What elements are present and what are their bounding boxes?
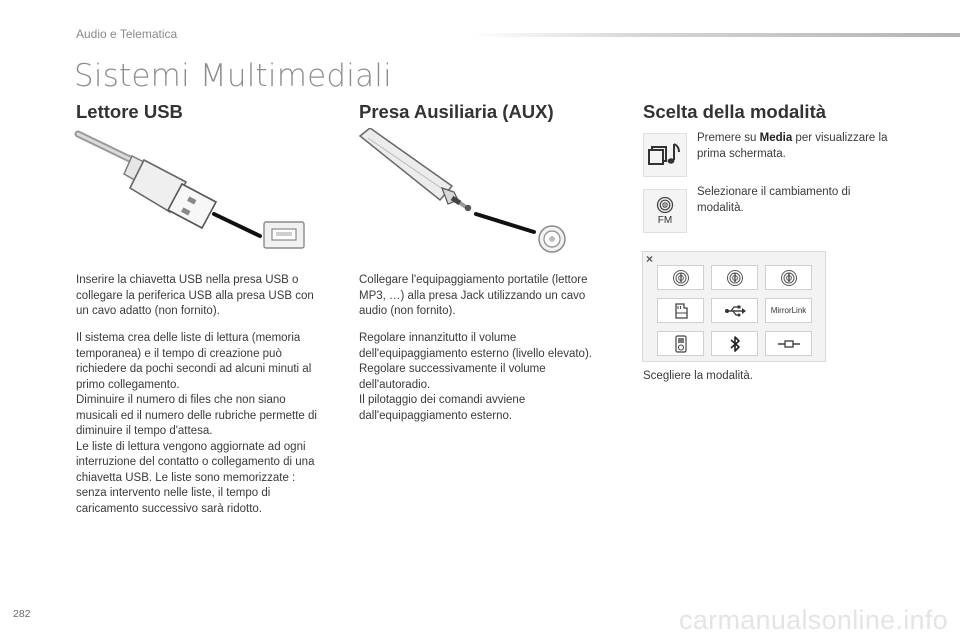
mode-aux-button[interactable] (765, 331, 812, 356)
step-mode-text: Selezionare il cambiamento di modalità. (697, 186, 851, 214)
page-title: Sistemi Multimediali (74, 58, 392, 94)
sd-card-icon (672, 302, 690, 320)
mode-ipod-button[interactable] (657, 331, 704, 356)
fm-label: FM (657, 214, 673, 226)
jack-plug-icon (360, 128, 471, 211)
ipod-icon (675, 335, 687, 353)
mode-heading: Scelta della modalità (643, 101, 827, 122)
media-button[interactable] (643, 133, 687, 177)
header-rule (470, 33, 960, 37)
media-icon (648, 140, 682, 170)
usb-cable-icon (78, 134, 216, 228)
radio-fm-icon (654, 197, 676, 215)
mode-usb-button[interactable] (711, 298, 758, 323)
aux-paragraph-1: Collegare l'equipaggiamento portatile (lettore MP3, …) alla presa Jack utilizzando un cavo audio (non fornito). (359, 274, 588, 317)
close-icon[interactable]: × (646, 252, 654, 266)
mode-sd-button[interactable] (657, 298, 704, 323)
mode-radio-1-button[interactable] (657, 265, 704, 290)
aux-heading: Presa Ausiliaria (AUX) (359, 101, 554, 122)
usb-heading: Lettore USB (76, 101, 183, 122)
radio-mode-button[interactable] (643, 189, 687, 233)
usb-icon (724, 304, 746, 318)
bluetooth-icon (729, 335, 741, 353)
mode-bluetooth-button[interactable] (711, 331, 758, 356)
aux-jack-icon (777, 338, 801, 350)
mode-radio-2-button[interactable] (711, 265, 758, 290)
aux-socket-icon (539, 226, 565, 252)
mode-caption: Scegliere la modalità. (643, 370, 753, 382)
antenna-icon (780, 269, 798, 287)
mirrorlink-label: MirrorLink (770, 306, 807, 315)
antenna-icon (726, 269, 744, 287)
aux-illustration (356, 128, 586, 258)
usb-port-icon (264, 222, 304, 248)
section-label: Audio e Telematica (76, 27, 178, 41)
mode-mirrorlink-button[interactable] (765, 298, 812, 323)
antenna-icon (672, 269, 690, 287)
page-number: 282 (13, 608, 31, 620)
step-media-text: Premere su Media per visualizzare la prima schermata. (697, 132, 888, 160)
mode-selection-panel (642, 251, 826, 362)
usb-paragraph-2: Il sistema crea delle liste di lettura (memoria temporanea) e il tempo di creazione può richiedere da pochi secondi ad alcuni minuti al primo collegamento. Diminuire il numero di files che non siano musicali ed il numero delle rubriche permette di diminuire il tempo d'attesa. Le liste di lettura vengono aggiornate ad ogni interruzione del contatto o collegamento di una chiavetta USB. Le liste sono memorizzate : senza intervento nelle liste, il tempo di caricamento successivo sarà ridotto. (76, 332, 317, 515)
watermark: carmanualsonline.info (679, 605, 948, 635)
aux-paragraph-2: Regolare innanzitutto il volume dell'equipaggiamento esterno (livello elevato). Regolare successivamente il volume dell'autoradio. Il pilotaggio dei comandi avviene dall'equipaggiamento esterno. (359, 332, 592, 422)
usb-illustration (74, 128, 314, 258)
mode-radio-3-button[interactable] (765, 265, 812, 290)
usb-paragraph-1: Inserire la chiavetta USB nella presa USB o collegare la periferica USB alla presa USB con un cavo adatto (non fornito). (76, 274, 314, 317)
